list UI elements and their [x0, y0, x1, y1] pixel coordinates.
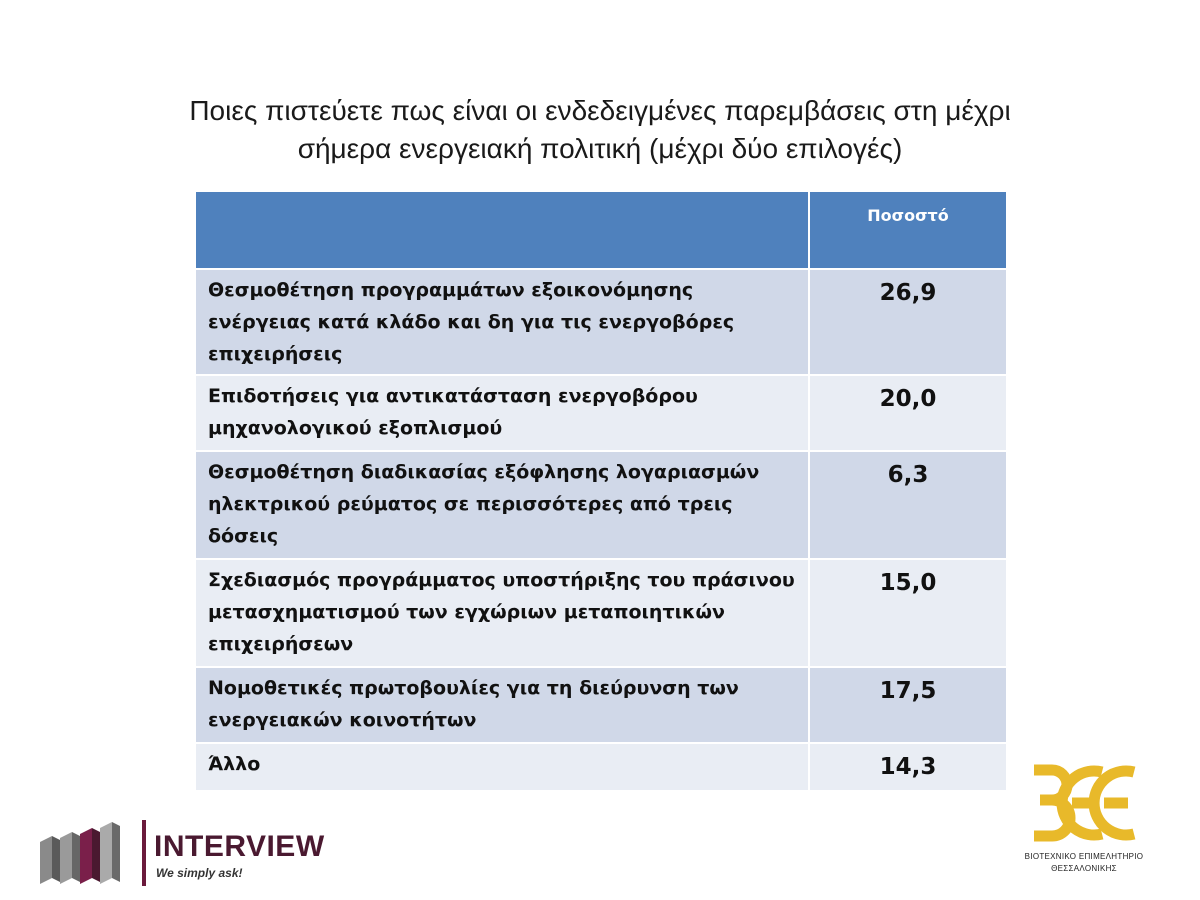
table-row [195, 559, 1007, 667]
interview-logo [38, 818, 325, 888]
page-title [100, 92, 1100, 168]
interview-bars-icon [38, 818, 138, 888]
interview-name: INTERVIEW [154, 830, 325, 863]
table-header-row [195, 191, 1007, 269]
interview-divider [142, 820, 146, 886]
bee-logo [1024, 760, 1144, 880]
row-label: Θεσμοθέτηση προγραμμάτων εξοικονόμησης ενέργειας κατά κλάδο και δη για τις ενεργοβόρες επιχειρήσεις [195, 269, 809, 375]
interview-tagline: We simply ask! [156, 866, 243, 880]
table-row [195, 269, 1007, 375]
row-value: 6,3 [809, 451, 1007, 559]
header-percentage-cell: Ποσοστό [809, 191, 1007, 269]
row-label: Σχεδιασμός προγράμματος υποστήριξης του πράσινου μετασχηματισμού των εγχώριων μεταποιητικών επιχειρήσεων [195, 559, 809, 667]
results-table [194, 190, 1008, 792]
table-row [195, 667, 1007, 743]
table-row [195, 375, 1007, 451]
bee-name-line-1: ΒΙΟΤΕΧΝΙΚΟ ΕΠΙΜΕΛΗΤΗΡΙΟ [1024, 852, 1144, 861]
table-row [195, 743, 1007, 791]
table-row [195, 451, 1007, 559]
header-label-cell [195, 191, 809, 269]
row-label: Άλλο [195, 743, 809, 791]
row-value: 26,9 [809, 269, 1007, 375]
row-label: Επιδοτήσεις για αντικατάσταση ενεργοβόρου μηχανολογικού εξοπλισμού [195, 375, 809, 451]
row-value: 20,0 [809, 375, 1007, 451]
row-value: 17,5 [809, 667, 1007, 743]
row-label: Νομοθετικές πρωτοβουλίες για τη διεύρυνση των ενεργειακών κοινοτήτων [195, 667, 809, 743]
row-value: 15,0 [809, 559, 1007, 667]
row-label: Θεσμοθέτηση διαδικασίας εξόφλησης λογαριασμών ηλεκτρικού ρεύματος σε περισσότερες από τρεις δόσεις [195, 451, 809, 559]
bee-name-line-2: ΘΕΣΣΑΛΟΝΙΚΗΣ [1051, 864, 1117, 873]
title-line-1: Ποιες πιστεύετε πως είναι οι ενδεδειγμένες παρεμβάσεις στη μέχρι [189, 95, 1011, 126]
bee-mark-icon [1028, 760, 1140, 848]
title-line-2: σήμερα ενεργειακή πολιτική (μέχρι δύο επιλογές) [297, 133, 903, 164]
row-value: 14,3 [809, 743, 1007, 791]
